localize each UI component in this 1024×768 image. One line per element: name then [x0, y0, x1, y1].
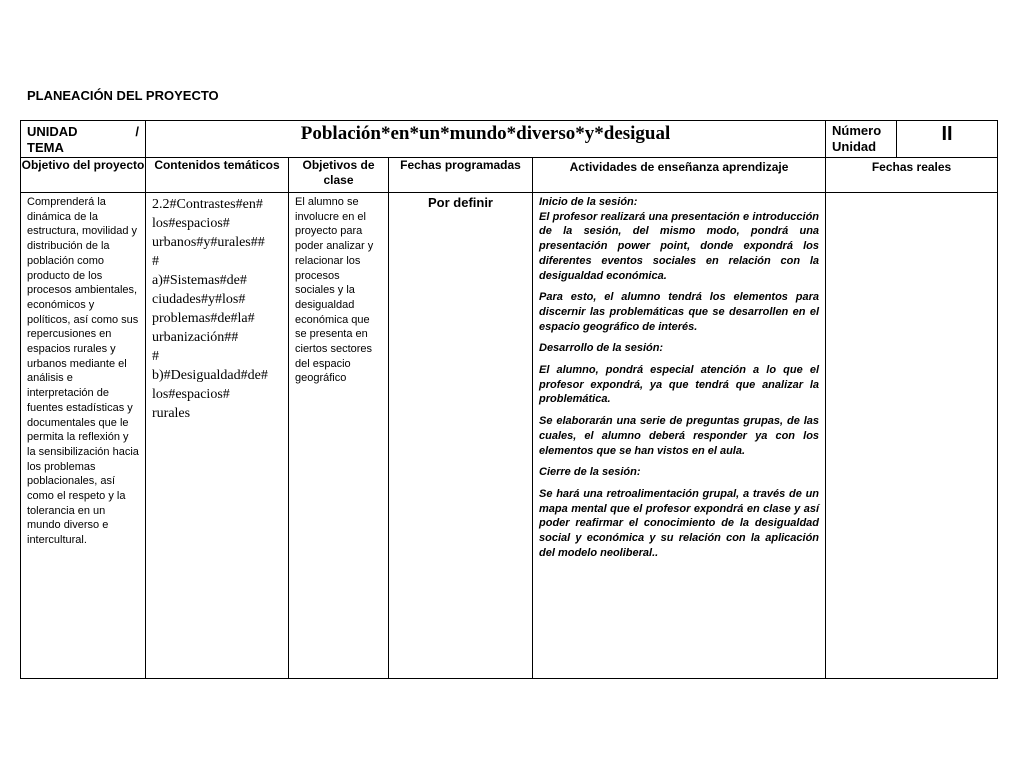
header-row — [21, 158, 998, 193]
contenidos-line: rurales — [152, 406, 191, 421]
contenidos-line: b)#Desigualdad#de# — [152, 368, 268, 383]
page-heading: PLANEACIÓN DEL PROYECTO — [27, 88, 219, 103]
contenidos-line: 2.2#Contrastes#en# — [152, 197, 263, 212]
objetivos-clase-cell — [289, 193, 389, 679]
contenidos-line: los#espacios# — [152, 387, 230, 402]
actividades-cell — [533, 193, 826, 679]
para-esto-paragraph: Para esto, el alumno tendrá los elementos para discernir las problemáticas que se desarrollen en el espacio geográfico de interés. — [539, 291, 820, 333]
unit-label: UNIDAD TEMA — [27, 124, 78, 155]
numero-unidad-value: II — [897, 121, 998, 158]
objetivo-text: Comprenderá la dinámica de la estructura, movilidad y distribución de la población como producto de los procesos ambientales, económicos y políticos, así como sus repercusiones en espacios rurales y urbanos mediante el análisis e interpretación de fuentes estadísticas y documentales que le permita la reflexión y la sensibilización hacia los problemas poblacionales, así como el respeto y la tolerancia en un mundo diverso e intercultural. — [27, 196, 139, 547]
title-row — [21, 121, 998, 158]
contenidos-cell — [146, 193, 289, 679]
header-contenidos: Contenidos temáticos — [146, 158, 289, 193]
actividades-text — [533, 193, 825, 569]
cierre-heading: Cierre de la sesión: — [539, 466, 641, 479]
contenidos-line: los#espacios# — [152, 216, 230, 231]
fechas-reales-cell — [826, 193, 998, 679]
desarrollo-heading: Desarrollo de la sesión: — [539, 342, 664, 355]
contenidos-line: urbanos#y#urales## — [152, 235, 265, 250]
inicio-paragraph: El profesor realizará una presentación e introducción de la sesión, del mismo modo, pondrá una presentación power point, donde expondrá los diferentes eventos sociales en relación con la desigualdad económica. — [539, 210, 820, 282]
contenidos-line: # — [152, 349, 159, 364]
inicio-heading: Inicio de la sesión: — [539, 196, 638, 208]
objetivo-cell — [21, 193, 146, 679]
content-row — [21, 193, 998, 679]
header-fechas-programadas: Fechas programadas — [389, 158, 533, 193]
contenidos-line: a)#Sistemas#de# — [152, 273, 247, 288]
planning-table — [20, 120, 998, 679]
header-objetivo: Objetivo del proyecto — [21, 158, 146, 193]
contenidos-line: problemas#de#la# — [152, 311, 255, 326]
objetivos-clase-text: El alumno se involucre en el proyecto para poder analizar y relacionar los procesos sociales y la desigualdad económica que se presenta en ciertos sectores del espacio geográfico — [295, 196, 374, 385]
contenidos-text — [146, 193, 288, 425]
header-actividades: Actividades de enseñanza aprendizaje — [533, 158, 826, 193]
cierre-paragraph: Se hará una retroalimentación grupal, a través de un mapa mental que el profesor expondrá en clase y así poder reafirmar el conocimiento de la desigualdad social y económica y su relación con la aplicación del modelo neoliberal.. — [539, 487, 820, 559]
contenidos-line: urbanización## — [152, 330, 239, 345]
contenidos-line: ciudades#y#los# — [152, 292, 246, 307]
fechas-programadas-cell — [389, 193, 533, 679]
header-objetivos-clase: Objetivos de clase — [289, 158, 389, 193]
unit-slash: / — [135, 124, 139, 139]
desarrollo-paragraph: El alumno, pondrá especial atención a lo que el profesor expondrá, ya que tendrá que analizar la problemática. — [539, 364, 820, 406]
numero-unidad-label: Número Unidad — [826, 121, 897, 158]
unit-label-cell — [21, 121, 146, 158]
preguntas-paragraph: Se elaborarán una serie de preguntas grupas, de las cuales, el alumno deberá responder ya con los elementos que se han vistos en el aula. — [539, 415, 820, 457]
contenidos-line: # — [152, 254, 159, 269]
header-fechas-reales: Fechas reales — [826, 158, 998, 193]
unit-title: Población*en*un*mundo*diverso*y*desigual — [146, 121, 826, 158]
fechas-programadas-text: Por definir — [427, 195, 493, 210]
